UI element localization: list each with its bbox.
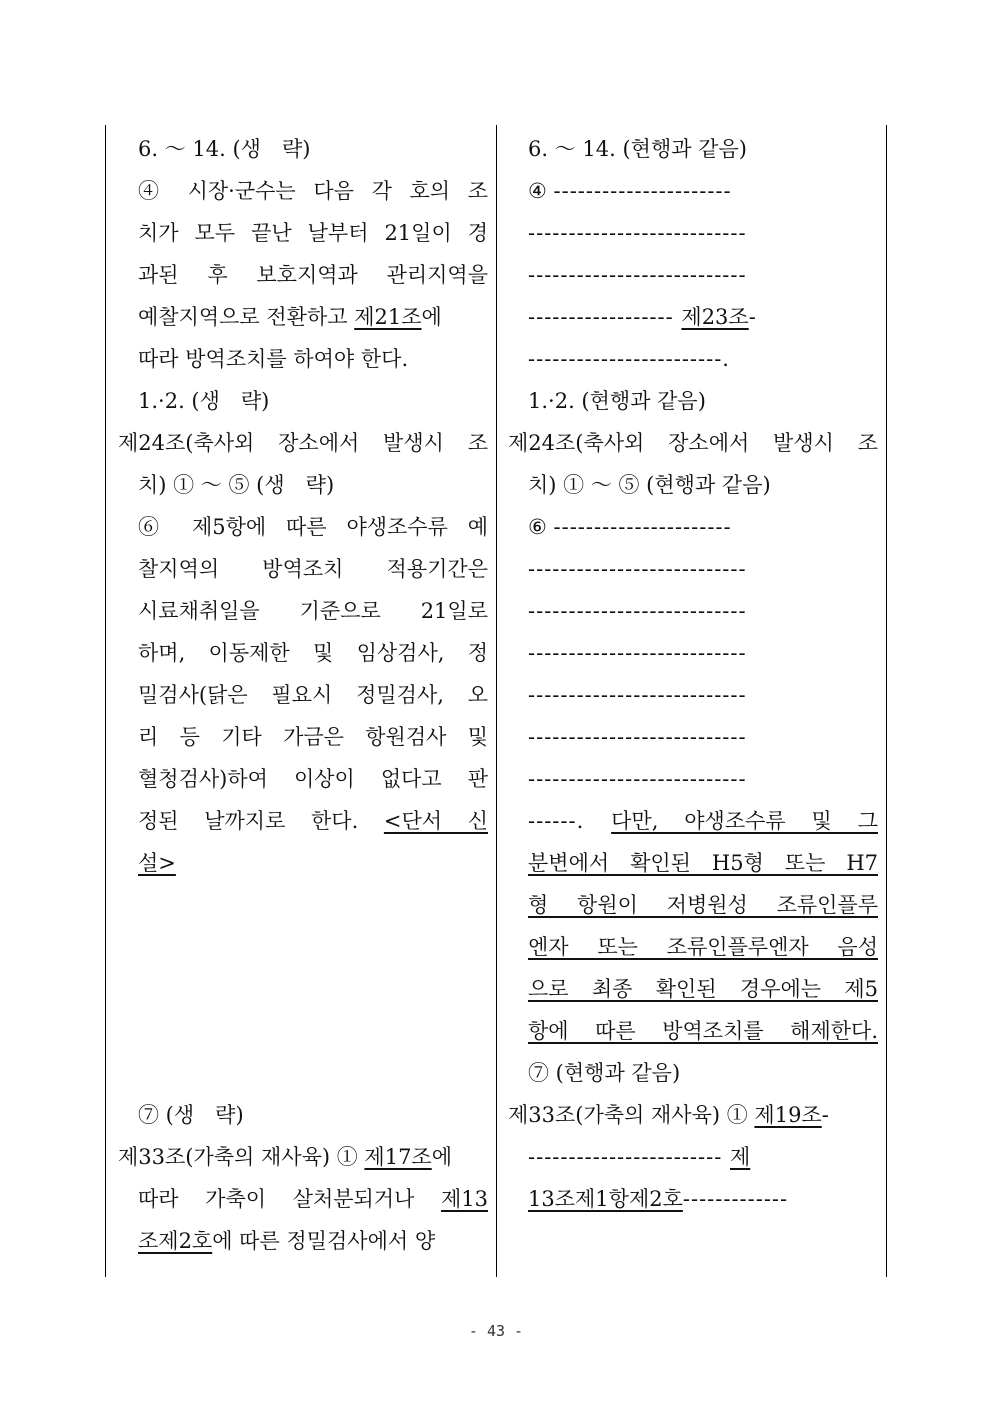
text-segment: 예찰지역으로 전환하고 — [138, 305, 355, 329]
dash-filler: --------------------------- — [528, 557, 747, 581]
article-reference: 제13 — [440, 1187, 488, 1211]
text-line: 혈청검사)하여 이상이 없다고 판 — [138, 767, 488, 791]
dash-filler: --------------------------- — [528, 683, 747, 707]
text-line: 치) ① ～ ⑤ (생 략) — [138, 473, 335, 497]
text-line: 1.·2. (현행과 같음) — [528, 389, 706, 413]
text-line — [118, 1220, 488, 1262]
dash-filler: ------------------------. — [528, 347, 730, 371]
text-line: ⑦ (현행과 같음) — [528, 1061, 681, 1085]
dash-filler: --------------------------- — [528, 767, 747, 791]
article-reference: 13조제1항제2호 — [528, 1187, 683, 1211]
amended-text: 엔자 또는 조류인플루엔자 음성 — [528, 935, 878, 959]
text-line — [508, 1136, 878, 1178]
text-segment: ④ — [528, 179, 547, 203]
amended-text: 으로 최종 확인된 경우에는 제5 — [528, 977, 878, 1001]
text-line: 치가 모두 끝난 날부터 21일이 경 — [138, 221, 488, 245]
dash-filler: --------------------------- — [528, 641, 747, 665]
dash-filler: --------------------------- — [528, 221, 747, 245]
dash-filler: ------. — [528, 809, 612, 833]
text-line: 찰지역의 방역조치 적용기간은 — [138, 557, 488, 581]
dash-filler: ------------- — [682, 1187, 789, 1211]
text-line — [118, 1178, 488, 1220]
text-line: 하며, 이동제한 및 임상검사, 정 — [138, 641, 488, 665]
amended-text: 다만, 야생조수류 및 그 — [611, 809, 878, 833]
text-line — [118, 842, 488, 884]
article-reference: 조제2호 — [138, 1229, 213, 1253]
text-line — [508, 506, 878, 548]
dash-filler: --------------------------- — [528, 599, 747, 623]
amendment-note: <단서 신 — [383, 809, 488, 833]
article-heading — [508, 1094, 878, 1136]
text-line — [118, 800, 488, 842]
text-line — [508, 1178, 878, 1220]
text-line: ⑥ 제5항에 따른 야생조수류 예 — [138, 515, 488, 539]
text-line: ⑦ (생 략) — [138, 1103, 244, 1127]
dash-filler: --------------------------- — [528, 263, 747, 287]
text-segment: 에 — [431, 1145, 453, 1169]
amendment-note: 설> — [138, 851, 176, 875]
text-line: 밀검사(닭은 필요시 정밀검사, 오 — [138, 683, 488, 707]
amended-text: 형 항원이 저병원성 조류인플루 — [528, 893, 878, 917]
center-divider-line — [496, 125, 497, 1277]
article-reference: 제23조 — [681, 305, 749, 329]
article-heading: 제24조(축사외 장소에서 발생시 조 — [508, 431, 878, 455]
text-line: 6. ～ 14. (현행과 같음) — [528, 137, 747, 161]
page-number: - 43 - — [468, 1322, 524, 1340]
text-segment: 제33조(가축의 재사육) ① — [118, 1145, 365, 1169]
text-segment: 에 따른 정밀검사에서 양 — [212, 1229, 436, 1253]
text-line: 리 등 기타 가금은 항원검사 및 — [138, 725, 488, 749]
right-border-line — [886, 125, 887, 1277]
amended-text: 분변에서 확인된 H5형 또는 H7 — [528, 851, 878, 875]
text-segment: - — [748, 305, 756, 329]
text-line: ④ 시장·군수는 다음 각 호의 조 — [138, 179, 488, 203]
text-segment: 에 — [421, 305, 442, 329]
text-line: 1.·2. (생 략) — [138, 389, 270, 413]
text-line: 과된 후 보호지역과 관리지역을 — [138, 263, 488, 287]
text-segment: ⑥ — [528, 515, 547, 539]
dash-filler: --------------------------- — [528, 725, 747, 749]
text-segment: 정된 날까지로 한다. — [138, 809, 384, 833]
text-segment: 따라 가축이 살처분되거나 — [138, 1187, 441, 1211]
dash-filler: ------------------ — [528, 305, 682, 329]
text-line: 6. ～ 14. (생 략) — [138, 137, 311, 161]
text-line: 치) ① ～ ⑤ (현행과 같음) — [528, 473, 771, 497]
article-reference: 제21조 — [354, 305, 422, 329]
article-heading: 제24조(축사외 장소에서 발생시 조 — [118, 431, 488, 455]
text-line: 따라 방역조치를 하여야 한다. — [138, 347, 409, 371]
text-line — [508, 296, 878, 338]
dash-filler: ------------------------ — [528, 1145, 730, 1169]
article-reference: 제19조 — [754, 1103, 822, 1127]
text-segment: 제33조(가축의 재사육) ① — [508, 1103, 755, 1127]
current-text-column — [118, 128, 488, 1262]
text-line: 시료채취일을 기준으로 21일로 — [138, 599, 488, 623]
text-line — [508, 800, 878, 842]
article-reference: 제 — [729, 1145, 751, 1169]
text-line — [118, 296, 488, 338]
dash-filler: ---------------------- — [553, 179, 732, 203]
amendment-text-column — [508, 128, 878, 1220]
article-heading — [118, 1136, 488, 1178]
text-segment: - — [821, 1103, 829, 1127]
article-reference: 제17조 — [364, 1145, 432, 1169]
dash-filler: ---------------------- — [553, 515, 732, 539]
amended-text: 항에 따른 방역조치를 해제한다. — [528, 1019, 878, 1043]
left-border-line — [105, 125, 106, 1277]
text-line — [508, 170, 878, 212]
